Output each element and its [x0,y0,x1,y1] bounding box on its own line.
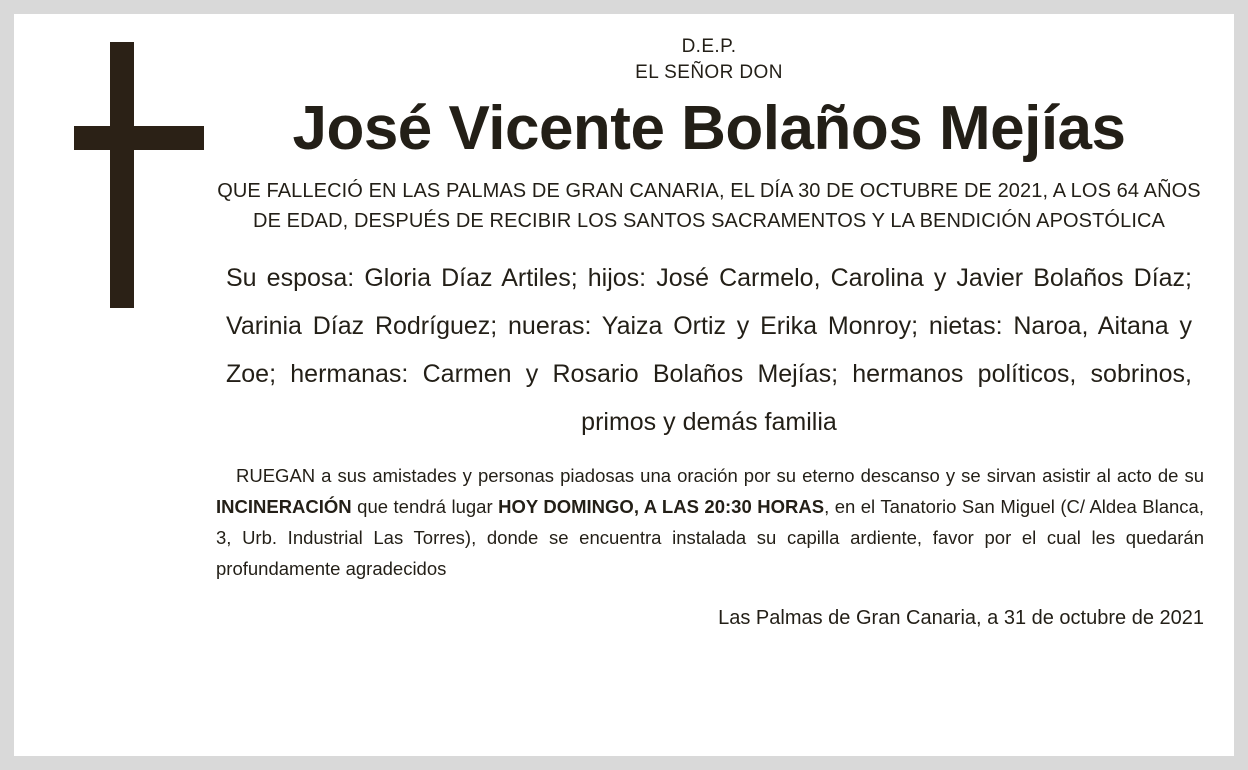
funeral-request-paragraph [204,460,1214,584]
obituary-notice-card [14,14,1234,756]
cremation-highlight: INCINERACIÓN [216,496,352,517]
deceased-name: José Vicente Bolaños Mejías [292,94,1126,163]
death-details: QUE FALLECIÓ EN LAS PALMAS DE GRAN CANARIA, EL DÍA 30 DE OCTUBRE DE 2021, A LOS 64 AÑOS DE EDAD, DESPUÉS DE RECIBIR LOS SANTOS SACRAMENTOS Y LA BENDICIÓN APOSTÓLICA [217,180,1201,232]
dep-abbreviation: D.E.P. [681,36,737,57]
notice-content [204,34,1214,632]
request-text-part-3: , en el Tanatorio San Miguel (C/ Aldea Blanca, 3, Urb. Industrial Las Torres), donde se encuentra instalada su capilla ardiente, favor por el cual les quedarán profundamente agradecidos [216,496,1204,579]
time-highlight: HOY DOMINGO, A LAS 20:30 HORAS [498,496,825,517]
request-text-part-2: que tendrá lugar [351,496,499,517]
honorific-line: EL SEÑOR DON [635,62,783,83]
cross-vertical-bar [110,42,134,308]
latin-cross-icon [50,28,180,308]
request-text-part-1: RUEGAN a sus amistades y personas piadosas una oración por su eterno descanso y se sirvan asistir al acto de su [236,465,1204,486]
place-and-date: Las Palmas de Gran Canaria, a 31 de octubre de 2021 [718,607,1204,629]
surviving-family-list: Su esposa: Gloria Díaz Artiles; hijos: José Carmelo, Carolina y Javier Bolaños Díaz; Varinia Díaz Rodríguez; nueras: Yaiza Ortiz y Erika Monroy; nietas: Naroa, Aitana y Zoe; hermanas: Carmen y Rosario Bolaños Mejías; hermanos políticos, sobrinos, primos y demás familia [226,264,1192,436]
cross-horizontal-bar [74,126,204,150]
